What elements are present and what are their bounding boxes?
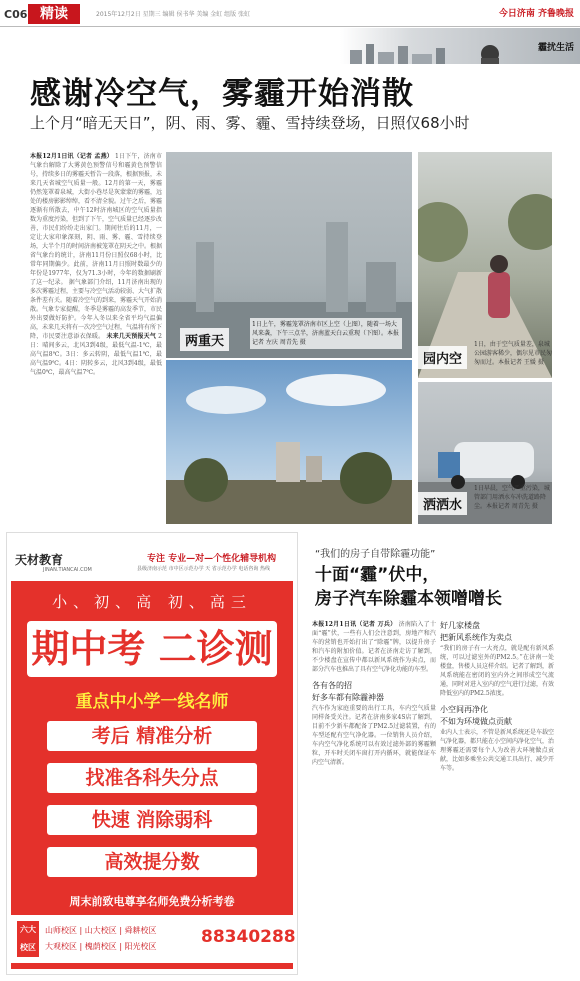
photo-smog — [166, 152, 412, 358]
clear-scene-graphic — [166, 360, 412, 524]
photo2-label: 园内空 — [418, 346, 467, 369]
article2-subhead-4: 把新风系统作为卖点 — [440, 633, 512, 642]
ad-feature-2: 找准各科失分点 — [47, 763, 257, 793]
article2-subhead-1: 各有各的招 — [312, 681, 352, 690]
main-headline: 感谢冷空气，雾霾开始消散 — [30, 76, 414, 112]
skyline-graphic — [340, 40, 510, 64]
ad-feature-4: 高效提分数 — [47, 847, 257, 877]
article1-para2: 据气象部门介绍，11月济南出现的多次雾霾过程，主要与冷空气活动较弱、大气扩散条件差有关。随着冷空气的到来，雾霾天气开始消散。气象专家提醒，冬季是雾霾的高发季节，市民外出要做好防护。今年入冬以来全省平均气温偏高，未来几天将有一次冷空气过程，气温将有所下降，市民要注意添衣保暖。 — [30, 279, 162, 340]
ad-footer: 周末前致电尊享名师免费分析考卷 — [69, 895, 235, 908]
ad-teacher-line: 重点中小学一线名师 — [75, 692, 229, 712]
article1-byline: 本报12月1日讯（记者 孟燕） — [30, 153, 113, 160]
ad-campus-list — [45, 923, 157, 955]
photo2-caption: 1日，由于空气质量差，泉城公园游客稀少，偶尔见市民匆匆而过。本报记者 王媛 摄 — [474, 341, 553, 366]
article2-subhead-3: 好几家楼盘 — [440, 621, 480, 630]
topic-banner — [340, 28, 580, 64]
ad-subtext: 县级济南示范 市中区示范办学 天 省示范办学 电话咨询 热线 — [137, 566, 270, 572]
article2-kicker: “我们的房子自带除霾功能” — [315, 549, 436, 560]
ad-logo: 天材教育 — [15, 553, 64, 567]
ad-feature-1: 考后 精准分析 — [47, 721, 257, 751]
ad-slogan: 专注 专业—对—个性化辅导机构 — [147, 554, 277, 564]
ad-grades: 小、初、高 初、高三 — [52, 593, 252, 611]
ad-phone: 88340288 — [201, 927, 296, 947]
ad-campus-line-2: 大观校区 | 槐荫校区 | 阳光校区 — [45, 942, 157, 951]
topic-label: 霾扰生活 — [537, 43, 574, 53]
ad-url: JINAN.TIANCAI.COM — [43, 567, 92, 573]
article2-title-line-2: 房子汽车除霾本领噌噌长 — [315, 589, 502, 609]
article1-text — [30, 152, 162, 524]
article2-subhead-2: 好多车都有除霾神器 — [312, 693, 384, 702]
education-advertisement — [6, 532, 298, 975]
ad-red-panel — [11, 581, 296, 969]
photo3-label: 洒洒水 — [418, 492, 467, 515]
photo-blue-sky — [166, 360, 412, 524]
forecast-text: 2日：晴间多云，北风3到4级，最低气温-1℃，最高气温8℃。3日：多云转阴，最低气温1℃，最高气温9℃。4日：阴转多云，北风3到4级，最低气温0℃，最高气温7℃。 — [30, 333, 162, 376]
photo3-caption: 1日早晨，空气严重污染，城管部门用洒水车冲洗道路降尘。本报记者 周青先 摄 — [474, 485, 550, 510]
header-rule — [0, 26, 580, 27]
page-code: C06 — [4, 8, 28, 21]
photo1-caption: 1日上午，雾霾笼罩济南市区上空（上图），随着一场大风来袭，下午三点半，济南蓝天白云重现（下图）。本报记者 左庆 周青先 摄 — [250, 318, 402, 349]
main-subhead: 上个月“暗无天日”，阴、雨、雾、霾、雪持续登场，日照仅68小时 — [30, 114, 470, 132]
issue-meta: 2015年12月2日 星期三 编辑 侯书华 美编 金虹 组版 张虹 — [96, 11, 251, 18]
article2-col-a — [312, 620, 436, 976]
article2-para1: 济南陷入了十面“霾”伏，一些有人们会注意到，房地产和汽车的营销也开始打出了“除霾”牌，以提升房子和汽车的附加价值。记者在济南走访了解到，不少楼盘在宣传中都以新风系统作为卖点，而部分汽车也推出了具有空气净化功能的车型。 — [312, 621, 436, 673]
article2-byline: 本报12月1日讯（记者 万兵） — [312, 621, 397, 628]
article2-para3: “我们的房子有一大亮点，就是配有新风系统，可以过滤室外的PM2.5。”在济南一处楼盘，售楼人员这样介绍。记者了解到，新风系统能在密闭的室内外之间形成空气流通，同时对进入室内的空气进行过滤，有效降低室内的PM2.5浓度。 — [440, 645, 554, 697]
ad-campus-box — [11, 915, 296, 963]
article2-para4: 业内人士表示，不管是新风系统还是车载空气净化器，都只能在小空间内净化空气，治理雾霾还需要每个人为改善大环境做点贡献，比如多乘坐公共交通工具出行、减少开车等。 — [440, 729, 554, 772]
section-badge: 精读 — [28, 4, 80, 24]
article2-title-line-1: 十面“霾”伏中， — [315, 565, 440, 585]
article2-title — [315, 563, 502, 611]
ad-campus-tag: 六大校区 — [17, 921, 39, 957]
ad-main-title: 期中考 二诊测 — [27, 621, 277, 677]
article1-para1: 1日下午，济南市气象台解除了大雾黄色预警信号和霾黄色预警信号，持续多日的雾霾天暂告一段落，根据预报，未来几天省城空气质量一般。12月的第一天，雾霾仍然笼罩着泉城，大街小巷尽是灰蒙蒙的雾霾，远处的楼房影影绰绰，看不清全貌。过午之后，雾霾逐渐有所散去，中午12时济南城区的空气质量指数为重度污染，但到了下午，空气质量已经逐步改善，市民们纷纷走出家门。期间往后的11月，一定让大家印象深刻，阴、雨、雾、霾、雪持续登场，大半个月的时间济南被笼罩在阴天之中。根据省气象台的统计，济南11月份日照仅68小时，比常年同期偏少。此前，济南11月日照时数最少的年份是1977年，仅为71.3小时，今年的数据刷新了这一纪录。 — [30, 153, 162, 286]
article2-col-b — [440, 620, 554, 976]
photo1-label: 两重天 — [180, 328, 229, 351]
forecast-title: 未来几天预报天气 — [106, 333, 157, 340]
article2-subhead-6: 不如为环境做点贡献 — [440, 717, 512, 726]
paper-name: 今日济南 齐鲁晚报 — [498, 9, 574, 19]
article2-para2: 汽车作为家庭重要的出行工具，车内空气质量同样备受关注。记者在济南多家4S店了解到，目前不少新车都配备了PM2.5过滤装置，有的车型还配有空气净化器。一位销售人员介绍，车内空气净化系统可以有效过滤外部的雾霾颗粒，开车时关闭车窗打开内循环，就能保证车内空气清新。 — [312, 705, 436, 766]
article2-subhead-5: 小空间再净化 — [440, 705, 488, 714]
ad-feature-3: 快速 消除弱科 — [47, 805, 257, 835]
ad-campus-line-1: 山师校区 | 山大校区 | 舜耕校区 — [45, 926, 157, 935]
